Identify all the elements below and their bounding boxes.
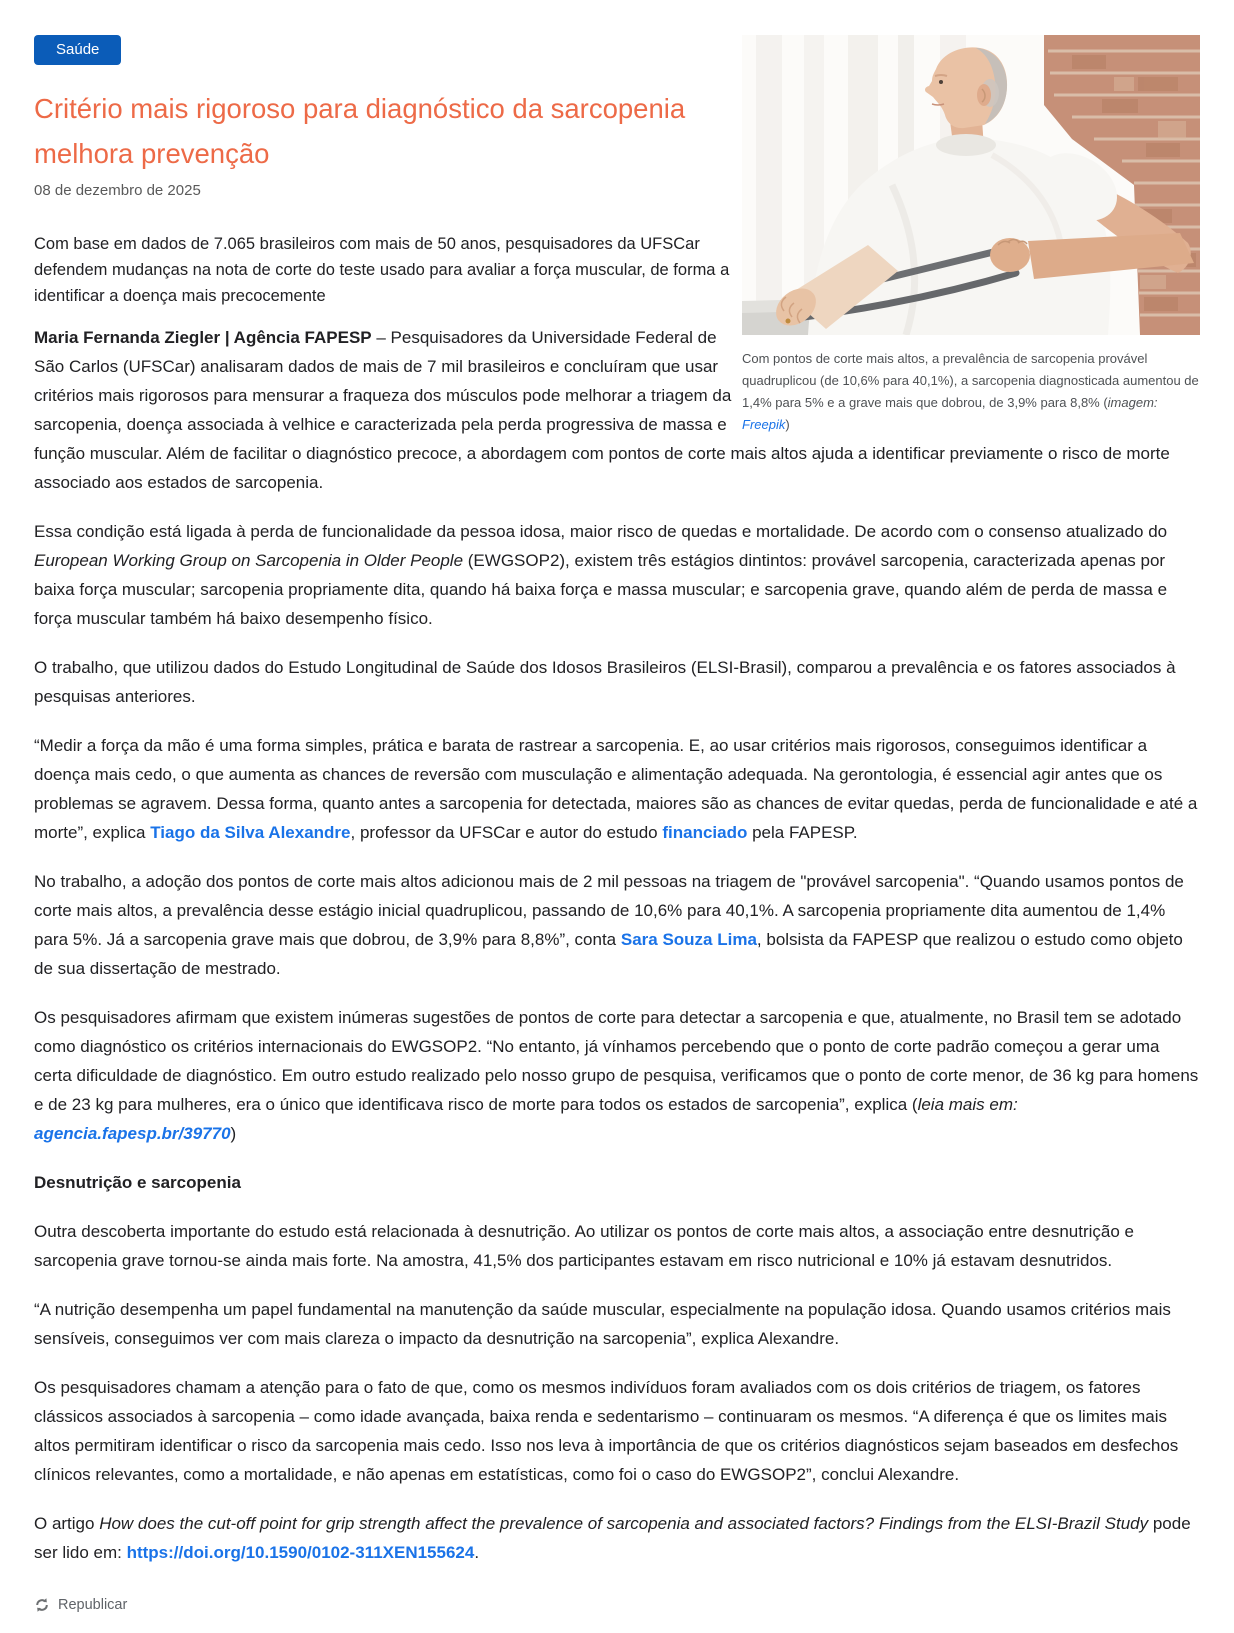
paragraph-3 xyxy=(34,653,1200,711)
paragraph-6-italic: leia mais em: xyxy=(917,1095,1018,1114)
paragraph-2-italic: European Working Group on Sarcopenia in Older People xyxy=(34,551,464,570)
paragraph-6 xyxy=(34,1003,1200,1148)
paragraph-4-text-3: pela FAPESP. xyxy=(747,823,858,842)
article-title: Critério mais rigoroso para diagnóstico da sarcopenia melhora prevenção xyxy=(34,93,686,169)
paragraph-10 xyxy=(34,1509,1200,1567)
paragraph-4 xyxy=(34,731,1200,847)
link-tiago-da-silva-alexandre[interactable]: Tiago da Silva Alexandre xyxy=(150,823,351,842)
paragraph-10-italic-title: How does the cut-off point for grip strength affect the prevalence of sarcopenia and associated factors? Findings from the ELSI-Brazil Study xyxy=(99,1514,1149,1533)
link-financiado[interactable]: financiado xyxy=(662,823,748,842)
paragraph-6-text: Os pesquisadores afirmam que existem inúmeras sugestões de pontos de corte para detectar a sarcopenia e que, atualmente, no Brasil tem se adotado como diagnóstico os critérios internacionais do EWGSOP2. “No entanto, já vínhamos percebendo que o ponto de corte padrão começou a gerar uma certa dificuldade de diagnóstico. Em outro estudo realizado pelo nosso grupo de pesquisa, verificamos que o ponto de corte menor, de 36 kg para homens e de 23 kg para mulheres, era o único que identificava risco de morte para todos os estados de sarcopenia”, explica ( xyxy=(34,1008,1199,1114)
republish-label: Republicar xyxy=(58,1597,128,1613)
paragraph-8-text: “A nutrição desempenha um papel fundamental na manutenção da saúde muscular, especialmente na população idosa. Quando usamos critérios mais sensíveis, conseguimos ver com mais clareza o impacto da desnutrição na sarcopenia”, explica Alexandre. xyxy=(34,1300,1171,1348)
article-date: 08 de dezembro de 2025 xyxy=(34,182,201,199)
caption-close: ) xyxy=(785,417,790,432)
paragraph-2-text-2: (EWGSOP2), existem três estágios dintintos: provável sarcopenia, caracterizada apenas por baixa força muscular; sarcopenia propriamente dita, quando há baixa força e massa muscular; e sarcopenia grave, quando além de perda de massa e força muscular também há baixo desempenho físico. xyxy=(34,551,1168,628)
paragraph-10-text-3: . xyxy=(474,1543,480,1562)
article-photo xyxy=(742,35,1200,335)
paragraph-6-text-2: ) xyxy=(230,1124,237,1143)
article-figure xyxy=(742,35,1200,436)
refresh-icon xyxy=(34,1597,50,1613)
paragraph-10-text: O artigo xyxy=(34,1514,100,1533)
paragraph-1-text: – Pesquisadores da Universidade Federal de São Carlos (UFSCar) analisaram dados de mais de 7 mil brasileiros e concluíram que usar critérios mais rigorosos para mensurar a fraqueza dos músculos pode melhorar a triagem da sarcopenia, doença associada à velhice e caracterizada pela perda progressiva de massa e função muscular. Além de facilitar o diagnóstico precoce, a abordagem com pontos de corte mais altos ajuda a identificar previamente o risco de morte associado aos estados de sarcopenia. xyxy=(34,328,1170,492)
article xyxy=(34,35,1200,1613)
republish-button[interactable] xyxy=(34,1597,127,1613)
paragraph-5 xyxy=(34,867,1200,983)
paragraph-7-text: Outra descoberta importante do estudo está relacionada à desnutrição. Ao utilizar os pontos de corte mais altos, a associação entre desnutrição e sarcopenia grave tornou-se ainda mais forte. Na amostra, 41,5% dos participantes estavam em risco nutricional e 10% já estavam desnutridos. xyxy=(34,1222,1134,1270)
figure-caption xyxy=(742,348,1200,436)
paragraph-4-text: “Medir a força da mão é uma forma simples, prática e barata de rastrear a sarcopenia. E, ao usar critérios mais rigorosos, conseguimos identificar a doença mais cedo, o que aumenta as chances de reversão com musculação e alimentação adequada. Na gerontologia, é essencial agir antes que os problemas se agravem. Dessa forma, quanto antes a sarcopenia for detectada, maiores são as chances de evitar quedas, perda de funcionalidade e até a morte”, explica xyxy=(34,736,1198,842)
link-sara-souza-lima[interactable]: Sara Souza Lima xyxy=(620,930,757,949)
paragraph-9-text: Os pesquisadores chamam a atenção para o fato de que, como os mesmos indivíduos foram avaliados com os dois critérios de triagem, os fatores clássicos associados à sarcopenia – como idade avançada, baixa renda e sedentarismo – continuaram os mesmos. “A diferença é que os limites mais altos permitiram identificar o risco da sarcopenia mais cedo. Isso nos leva à importância de que os critérios diagnósticos sejam baseados em desfechos clínicos relevantes, como a mortalidade, e não apenas em estatísticas, como foi o caso do EWGSOP2”, conclui Alexandre. xyxy=(34,1378,1179,1484)
paragraph-7 xyxy=(34,1217,1200,1275)
section-heading-desnutricao: Desnutrição e sarcopenia xyxy=(34,1173,241,1192)
photo-illustration xyxy=(742,35,1200,335)
paragraph-8 xyxy=(34,1295,1200,1353)
freepik-link[interactable]: Freepik xyxy=(742,417,786,432)
paragraph-5-text: No trabalho, a adoção dos pontos de corte mais altos adicionou mais de 2 mil pessoas na triagem de "provável sarcopenia". “Quando usamos pontos de corte mais altos, a prevalência desse estágio inicial quadruplicou, passando de 10,6% para 40,1%. A sarcopenia propriamente dita aumentou de 1,4% para 5%. Já a sarcopenia grave mais que dobrou, de 3,9% para 8,8%”, conta xyxy=(34,872,1184,949)
paragraph-3-text: O trabalho, que utilizou dados do Estudo Longitudinal de Saúde dos Idosos Brasileiros (ELSI-Brasil), comparou a prevalência e os fatores associados à pesquisas anteriores. xyxy=(34,658,1176,706)
paragraph-9 xyxy=(34,1373,1200,1489)
paragraph-5-text-2: , bolsista da FAPESP que realizou o estudo como objeto de sua dissertação de mestrado. xyxy=(34,930,1183,978)
byline: Maria Fernanda Ziegler | Agência FAPESP xyxy=(34,328,372,347)
link-agencia-fapesp-39770[interactable]: agencia.fapesp.br/39770 xyxy=(34,1124,231,1143)
caption-text: Com pontos de corte mais altos, a prevalência de sarcopenia provável quadruplicou (de 10,6% para 40,1%), a sarcopenia diagnosticada aumentou de 1,4% para 5% e a grave mais que dobrou, de 3,9% para 8,8% ( xyxy=(742,351,1199,410)
article-lead: Com base em dados de 7.065 brasileiros com mais de 50 anos, pesquisadores da UFSCar defendem mudanças na nota de corte do teste usado para avaliar a força muscular, de forma a identificar a doença mais precocemente xyxy=(34,235,730,305)
category-badge-saude[interactable]: Saúde xyxy=(34,35,121,65)
caption-credit-label: imagem: xyxy=(1107,395,1158,410)
paragraph-4-text-2: , professor da UFSCar e autor do estudo xyxy=(350,823,663,842)
paragraph-2 xyxy=(34,517,1200,633)
paragraph-10-text-2: pode ser lido em: xyxy=(34,1514,1191,1562)
paragraph-2-text: Essa condição está ligada à perda de funcionalidade da pessoa idosa, maior risco de quedas e mortalidade. De acordo com o consenso atualizado do xyxy=(34,522,1168,541)
link-doi[interactable]: https://doi.org/10.1590/0102-311XEN155624 xyxy=(126,1543,475,1562)
